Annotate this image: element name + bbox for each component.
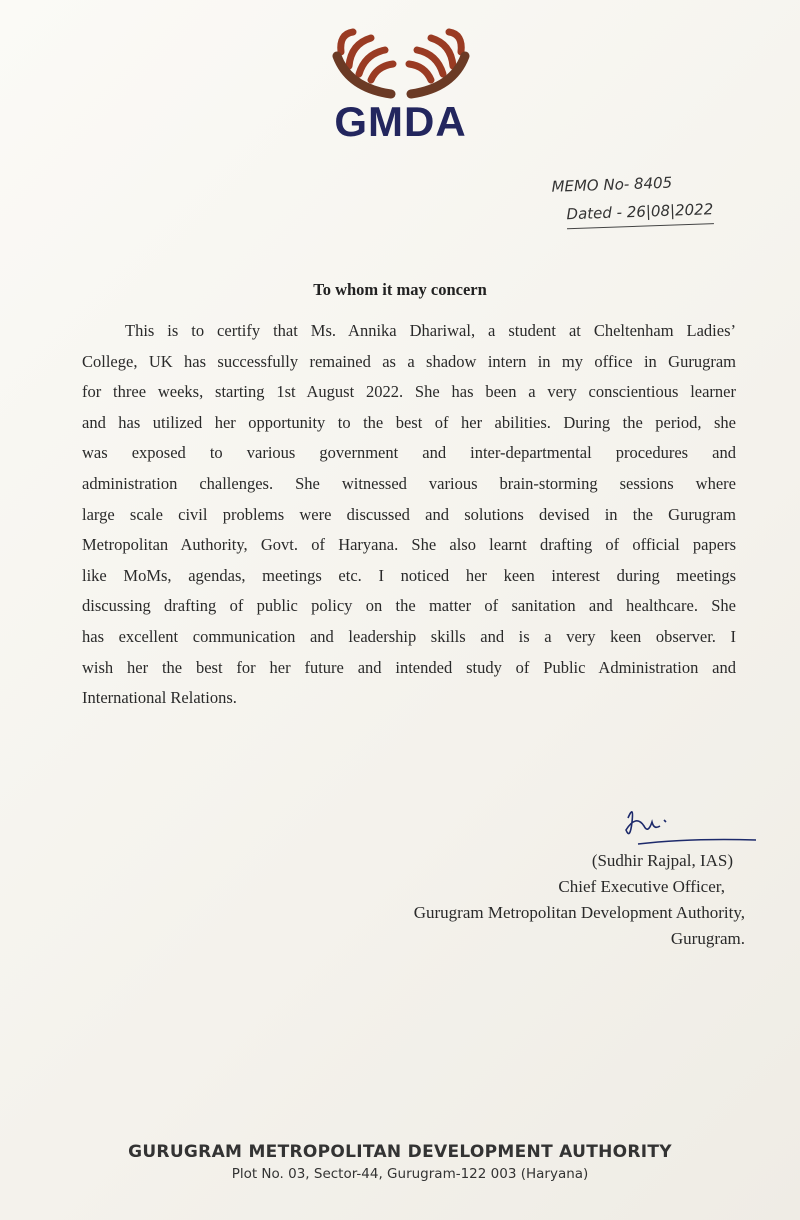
letter-heading: To whom it may concern — [313, 280, 487, 299]
letterhead-footer — [0, 1142, 800, 1182]
body-line: for three weeks, starting 1st August 2022. She has been a very conscientious learner — [82, 382, 736, 402]
body-line: Metropolitan Authority, Govt. of Haryana. She also learnt drafting of official papers — [82, 535, 736, 555]
signature — [620, 800, 760, 855]
memo-date: Dated - 26|08|2022 — [566, 195, 714, 229]
signatory-name: (Sudhir Rajpal, IAS) — [591, 851, 733, 870]
body-line: This is to certify that Ms. Annika Dhariwal, a student at Cheltenham Ladies’ — [125, 321, 736, 340]
signatory-title: Chief Executive Officer, — [558, 877, 725, 896]
body-line: like MoMs, agendas, meetings etc. I noticed her keen interest during meetings — [82, 565, 736, 585]
memo-number: MEMO No- 8405 — [551, 173, 673, 196]
body-line: discussing drafting of public policy on the matter of sanitation and healthcare. She — [82, 596, 736, 616]
logo-text: GMDA — [334, 98, 467, 145]
signatory-org: Gurugram Metropolitan Development Authority, — [413, 903, 745, 922]
body-line: and has utilized her opportunity to the best of her abilities. During the period, she — [82, 412, 736, 432]
body-line: administration challenges. She witnessed various brain-storming sessions where — [82, 473, 736, 493]
body-line: International Relations. — [82, 688, 237, 708]
body-line: College, UK has successfully remained as a shadow intern in my office in Gurugram — [82, 351, 736, 371]
body-line: was exposed to various government and inter-departmental procedures and — [82, 443, 736, 463]
body-line: wish her the best for her future and intended study of Public Administration and — [82, 657, 736, 677]
signoff-block — [414, 848, 745, 952]
handwritten-memo — [551, 167, 714, 230]
body-line: large scale civil problems were discussed and solutions devised in the Gurugram — [82, 504, 736, 524]
signature-icon — [620, 800, 760, 850]
footer-org: GURUGRAM METROPOLITAN DEVELOPMENT AUTHORITY — [128, 1142, 672, 1162]
footer-address: Plot No. 03, Sector-44, Gurugram-122 003 (Haryana) — [231, 1166, 589, 1182]
signatory-city: Gurugram. — [670, 929, 745, 948]
letter-body — [82, 316, 736, 714]
gmda-logo — [328, 22, 473, 146]
hands-logo-icon — [331, 22, 471, 102]
body-line: has excellent communication and leadership skills and is a very keen observer. I — [82, 626, 736, 646]
